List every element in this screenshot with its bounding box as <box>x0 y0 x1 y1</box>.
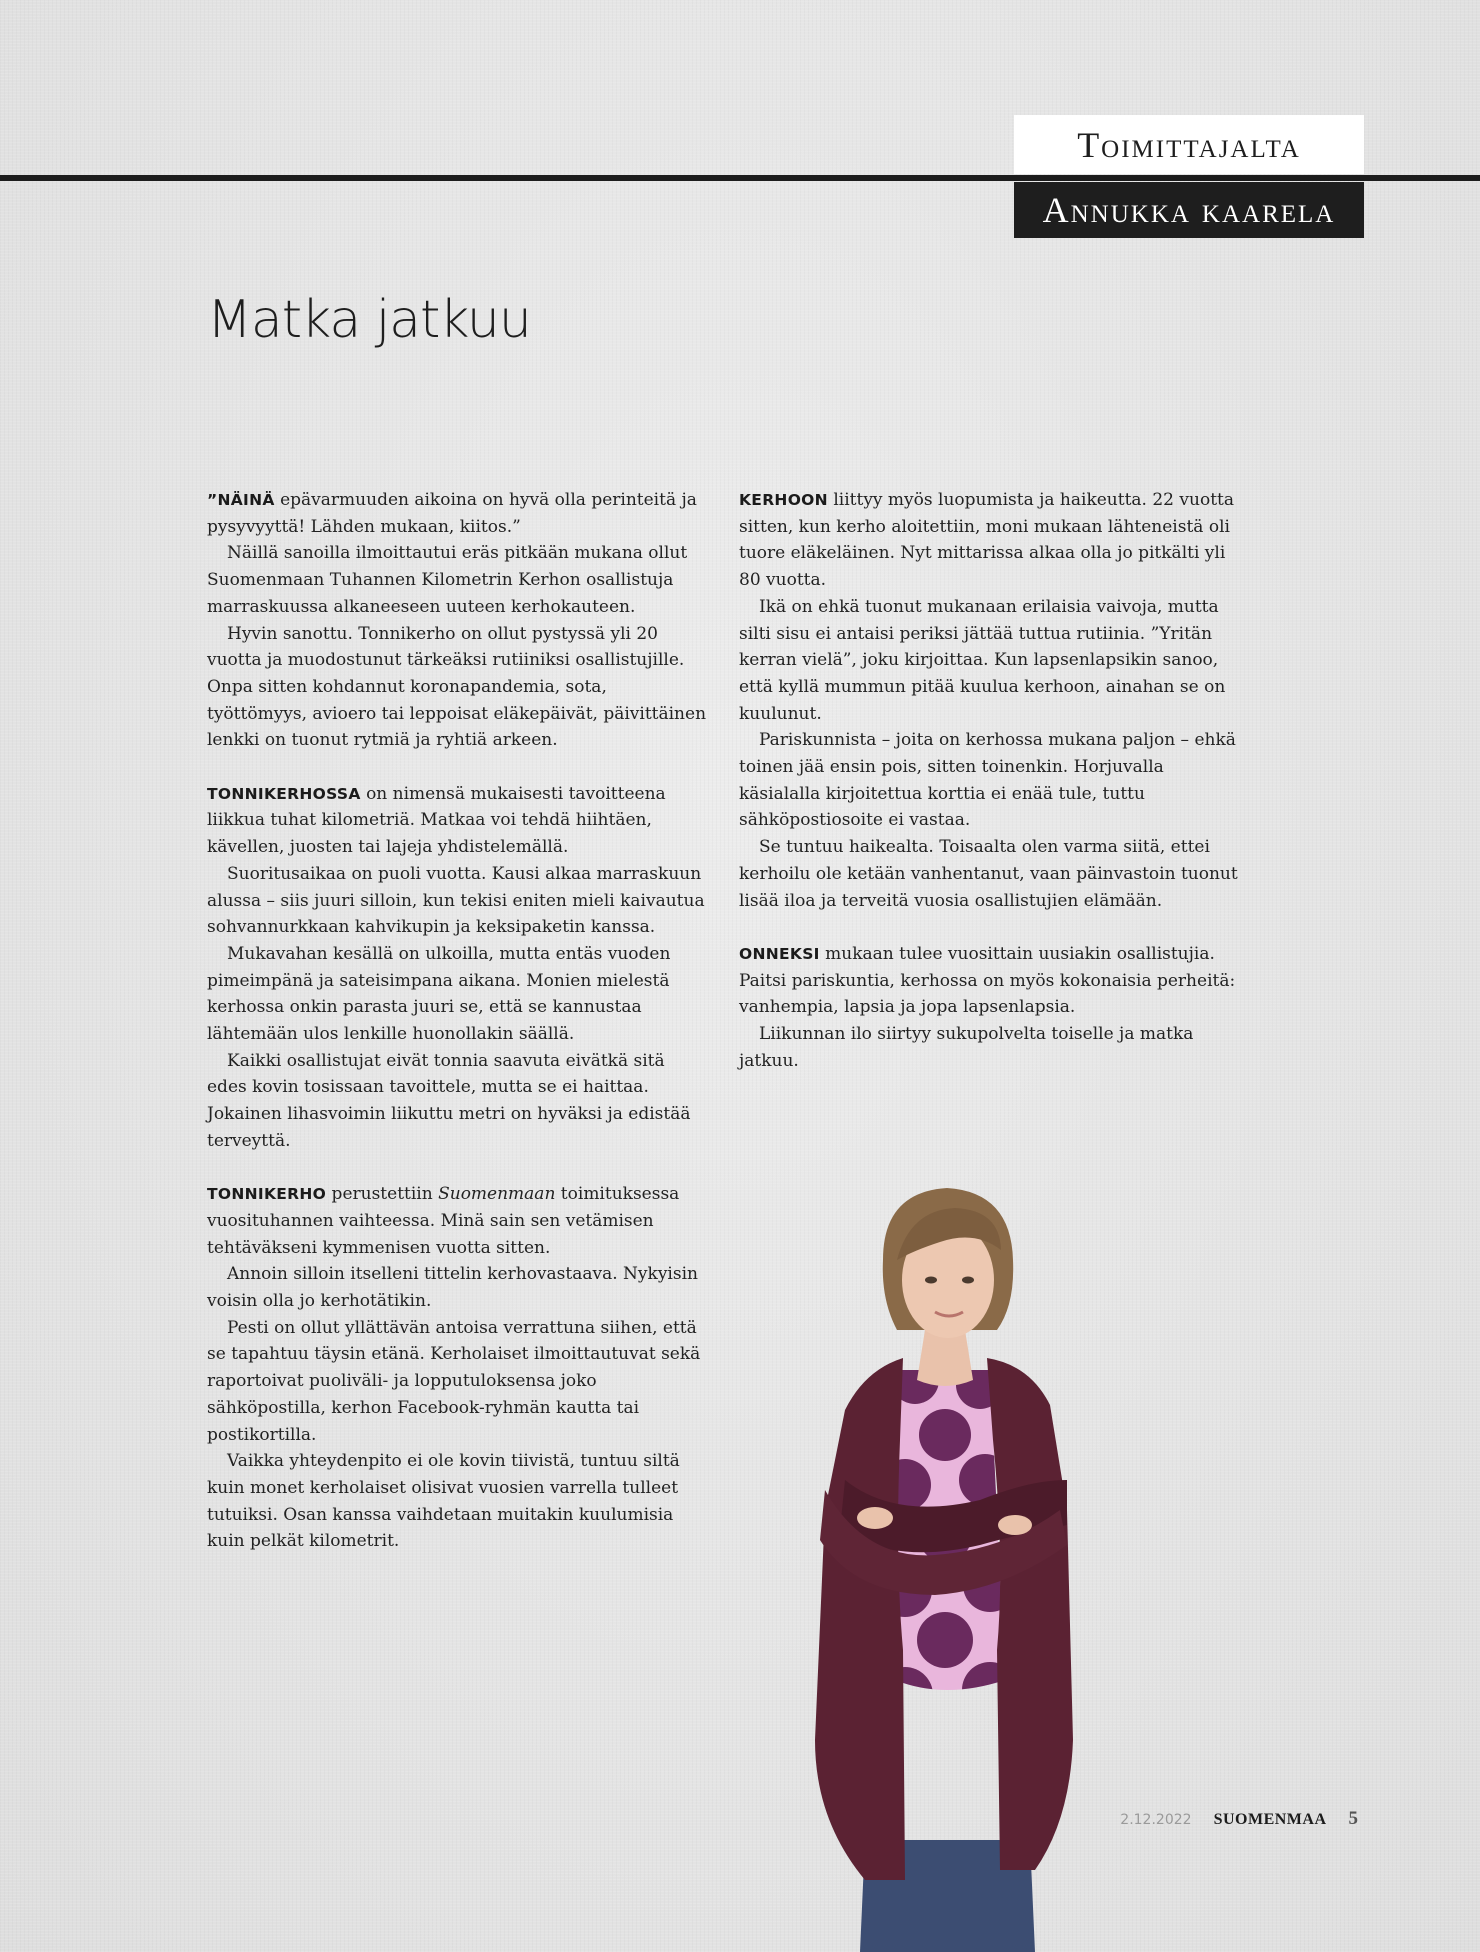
paragraph-text: mukaan tulee vuosittain uusiakin osallistujia. Paitsi pariskuntia, kerhossa on myös kokonaisia perheitä: vanhempia, lapsia ja jopa lapsenlapsia. <box>739 943 1236 1018</box>
issue-date: 2.12.2022 <box>1120 1812 1192 1828</box>
page-footer <box>1120 1808 1358 1830</box>
paragraph <box>739 487 1239 594</box>
paragraph: Liikunnan ilo siirtyy sukupolvelta toiselle ja matka jatkuu. <box>739 1024 1194 1071</box>
magazine-name-italic: Suomenmaan <box>438 1184 556 1205</box>
paragraph-text: toimituksessa vuosituhannen vaihteessa. Minä sain sen vetämisen tehtäväkseni kymmenisen vuotta sitten. <box>207 1184 680 1258</box>
header-rule <box>0 175 1480 181</box>
author-portrait <box>805 1180 1090 1952</box>
hand <box>857 1507 893 1529</box>
paragraph: Mukavahan kesällä on ulkoilla, mutta entäs vuoden pimeimpänä ja sateisimpana aikana. Monien mielestä kerhossa onkin parasta juuri se, että se kannustaa lähtemään ulos lenkille huonollakin säällä. <box>207 943 671 1045</box>
paragraph-text: epävarmuuden aikoina on hyvä olla perinteitä ja pysyvyyttä! Lähden mukaan, kiitos.” <box>207 490 697 537</box>
paragraph <box>207 781 707 861</box>
paragraph-text: liittyy myös luopumista ja haikeutta. 22 vuotta sitten, kun kerho aloitettiin, moni mukaan lähteneistä oli tuore eläkeläinen. Nyt mittarissa alkaa olla jo pitkälti yli 80 vuotta. <box>739 490 1234 591</box>
lead-word: ONNEKSI <box>739 944 820 963</box>
section-label <box>1014 115 1364 174</box>
author-label-text: Annukka kaarela <box>1042 190 1336 230</box>
paragraph: Annoin silloin itselleni tittelin kerhovastaava. Nykyisin voisin olla jo kerhotätikin. <box>207 1264 698 1312</box>
magazine-name: SUOMENMAA <box>1213 1811 1327 1828</box>
paragraph: Se tuntuu haikealta. Toisaalta olen varma siitä, ettei kerhoilu ole ketään vanhentanut, vaan päinvastoin tuonut lisää iloa ja terveitä vuosia osallistujien elämään. <box>739 837 1238 911</box>
paragraph <box>739 941 1239 1021</box>
lead-word: ”NÄINÄ <box>207 491 275 509</box>
page-number: 5 <box>1348 1808 1358 1829</box>
right-column <box>739 487 1239 1074</box>
neck <box>917 1330 973 1386</box>
paragraph: Kaikki osallistujat eivät tonnia saavuta eivätkä sitä edes kovin tosissaan tavoittele, mutta se ei haittaa. Jokainen lihasvoimin liikuttu metri on hyväksi ja edistää terveyttä. <box>207 1050 691 1151</box>
paragraph: Ikä on ehkä tuonut mukanaan erilaisia vaivoja, mutta silti sisu ei antaisi periksi jättää tuttua rutiinia. ”Yritän kerran vielä”, joku kirjoittaa. Kun lapsenlapsikin sanoo, että kyllä mummun pitää kuulua kerhoon, ainahan se on kuulunut. <box>739 596 1226 724</box>
lead-word: TONNIKERHOSSA <box>207 784 361 803</box>
lead-word: KERHOON <box>739 491 828 509</box>
paragraph <box>207 487 707 540</box>
paragraph: Hyvin sanottu. Tonnikerho on ollut pystyssä yli 20 vuotta ja muodostunut tärkeäksi rutiiniksi osallistujille. Onpa sitten kohdannut koronapandemia, sota, työttömyys, avioero tai leppoisat eläkepäivät, päivittäinen lenkki on tuonut rytmiä ja ryhtiä arkeen. <box>207 623 707 751</box>
paragraph: Vaikka yhteydenpito ei ole kovin tiivistä, tuntuu siltä kuin monet kerholaiset olisivat vuosien varrella tulleet tutuiksi. Osan kanssa vaihdetaan muitakin kuulumisia kuin pelkät kilometrit. <box>207 1451 680 1552</box>
author-label <box>1014 182 1364 238</box>
cardigan-right <box>987 1358 1073 1870</box>
paragraph: Suoritusaikaa on puoli vuotta. Kausi alkaa marraskuun alussa – siis juuri silloin, kun tekisi eniten mieli kaivautua sohvannurkkaan kahvikupin ja keksipaketin kanssa. <box>207 863 705 938</box>
paragraph-text: perustettiin <box>326 1184 439 1205</box>
article-title: Matka jatkuu <box>207 290 531 350</box>
cardigan-left <box>815 1358 905 1880</box>
hand <box>998 1515 1032 1535</box>
paragraph-text: on nimensä mukaisesti tavoitteena liikkua tuhat kilometriä. Matkaa voi tehdä hiihtäen, kävellen, juosten tai lajeja yhdistelemällä. <box>207 783 666 858</box>
left-column <box>207 487 707 1555</box>
paragraph: Näillä sanoilla ilmoittautui eräs pitkään mukana ollut Suomenmaan Tuhannen Kilometrin Kerhon osallistuja marraskuussa alkaneeseen uuteen kerhokauteen. <box>207 543 688 617</box>
paragraph: Pesti on ollut yllättävän antoisa verrattuna siihen, että se tapahtuu täysin etänä. Kerholaiset ilmoittautuvat sekä raportoivat puoliväli- ja lopputuloksensa joko sähköpostilla, kerhon Facebook-ryhmän kautta tai postikortilla. <box>207 1317 701 1445</box>
lead-word: TONNIKERHO <box>207 1185 327 1204</box>
section-label-text: Toimittajalta <box>1077 124 1301 165</box>
paragraph <box>207 1181 707 1261</box>
paragraph: Pariskunnista – joita on kerhossa mukana paljon – ehkä toinen jää ensin pois, sitten toinenkin. Horjuvalla käsialalla kirjoitettua korttia ei enää tule, tuttu sähköpostiosoite ei vastaa. <box>739 730 1236 831</box>
